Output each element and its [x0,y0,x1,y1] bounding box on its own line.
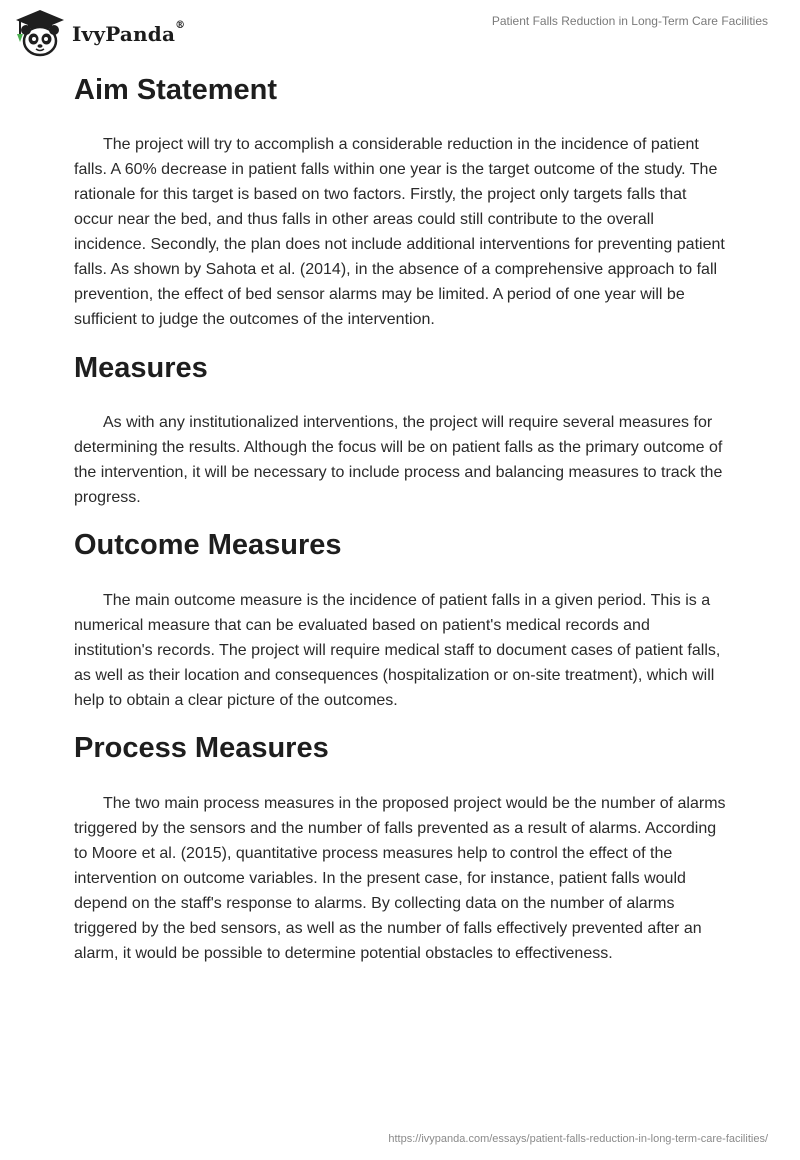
footer-url-link[interactable]: https://ivypanda.com/essays/patient-falls-reduction-in-long-term-care-facilities/ [388,1133,768,1145]
section-aim-statement [74,70,728,332]
page-header [0,0,800,64]
panda-graduate-icon [14,8,66,58]
section-paragraph: The project will try to accomplish a considerable reduction in the incidence of patient falls. A 60% decrease in patient falls within one year is the target outcome of the study. The rationale for this target is based on two factors. Firstly, the project only targets falls that occur near the bed, and thus falls in other areas could still contribute to the overall incidence. Secondly, the plan does not include additional interventions for preventing patient falls. As shown by Sahota et al. (2014), in the absence of a comprehensive approach to fall prevention, the effect of bed sensor alarms may be limited. A period of one year will be sufficient to judge the outcomes of the intervention. [74,136,725,328]
section-process-measures [74,728,728,966]
section-measures [74,348,728,510]
brand-logo[interactable] [14,8,185,58]
section-heading: Aim Statement [74,74,278,106]
section-heading: Outcome Measures [74,529,342,561]
document-body [74,70,728,966]
section-outcome-measures [74,525,728,713]
running-title: Patient Falls Reduction in Long-Term Care Facilities [491,14,768,28]
section-paragraph: The two main process measures in the proposed project would be the number of alarms triggered by the sensors and the number of falls prevented as a result of alarms. According to Moore et al. (2015), quantitative process measures help to control the effect of the intervention on outcome variables. In the present case, for instance, patient falls would depend on the staff's response to alarms. By collecting data on the number of alarms triggered by the bed sensors, as well as the number of falls effectively prevented after an alarm, it would be possible to determine potential obstacles to effectiveness. [74,795,726,962]
section-paragraph: As with any institutionalized interventions, the project will require several measures for determining the results. Although the focus will be on patient falls as the primary outcome of the intervention, it will be necessary to include process and balancing measures to track the progress. [74,414,723,506]
section-heading: Process Measures [74,732,329,764]
section-paragraph: The main outcome measure is the incidence of patient falls in a given period. This is a numerical measure that can be evaluated based on patient's medical records and institution's records. The project will require medical staff to document cases of patient falls, as well as their location and consequences (hospitalization or on-site treatment), which will help to obtain a clear picture of the outcomes. [74,592,721,709]
brand-name: IvyPanda® [72,20,186,46]
section-heading: Measures [74,352,208,384]
